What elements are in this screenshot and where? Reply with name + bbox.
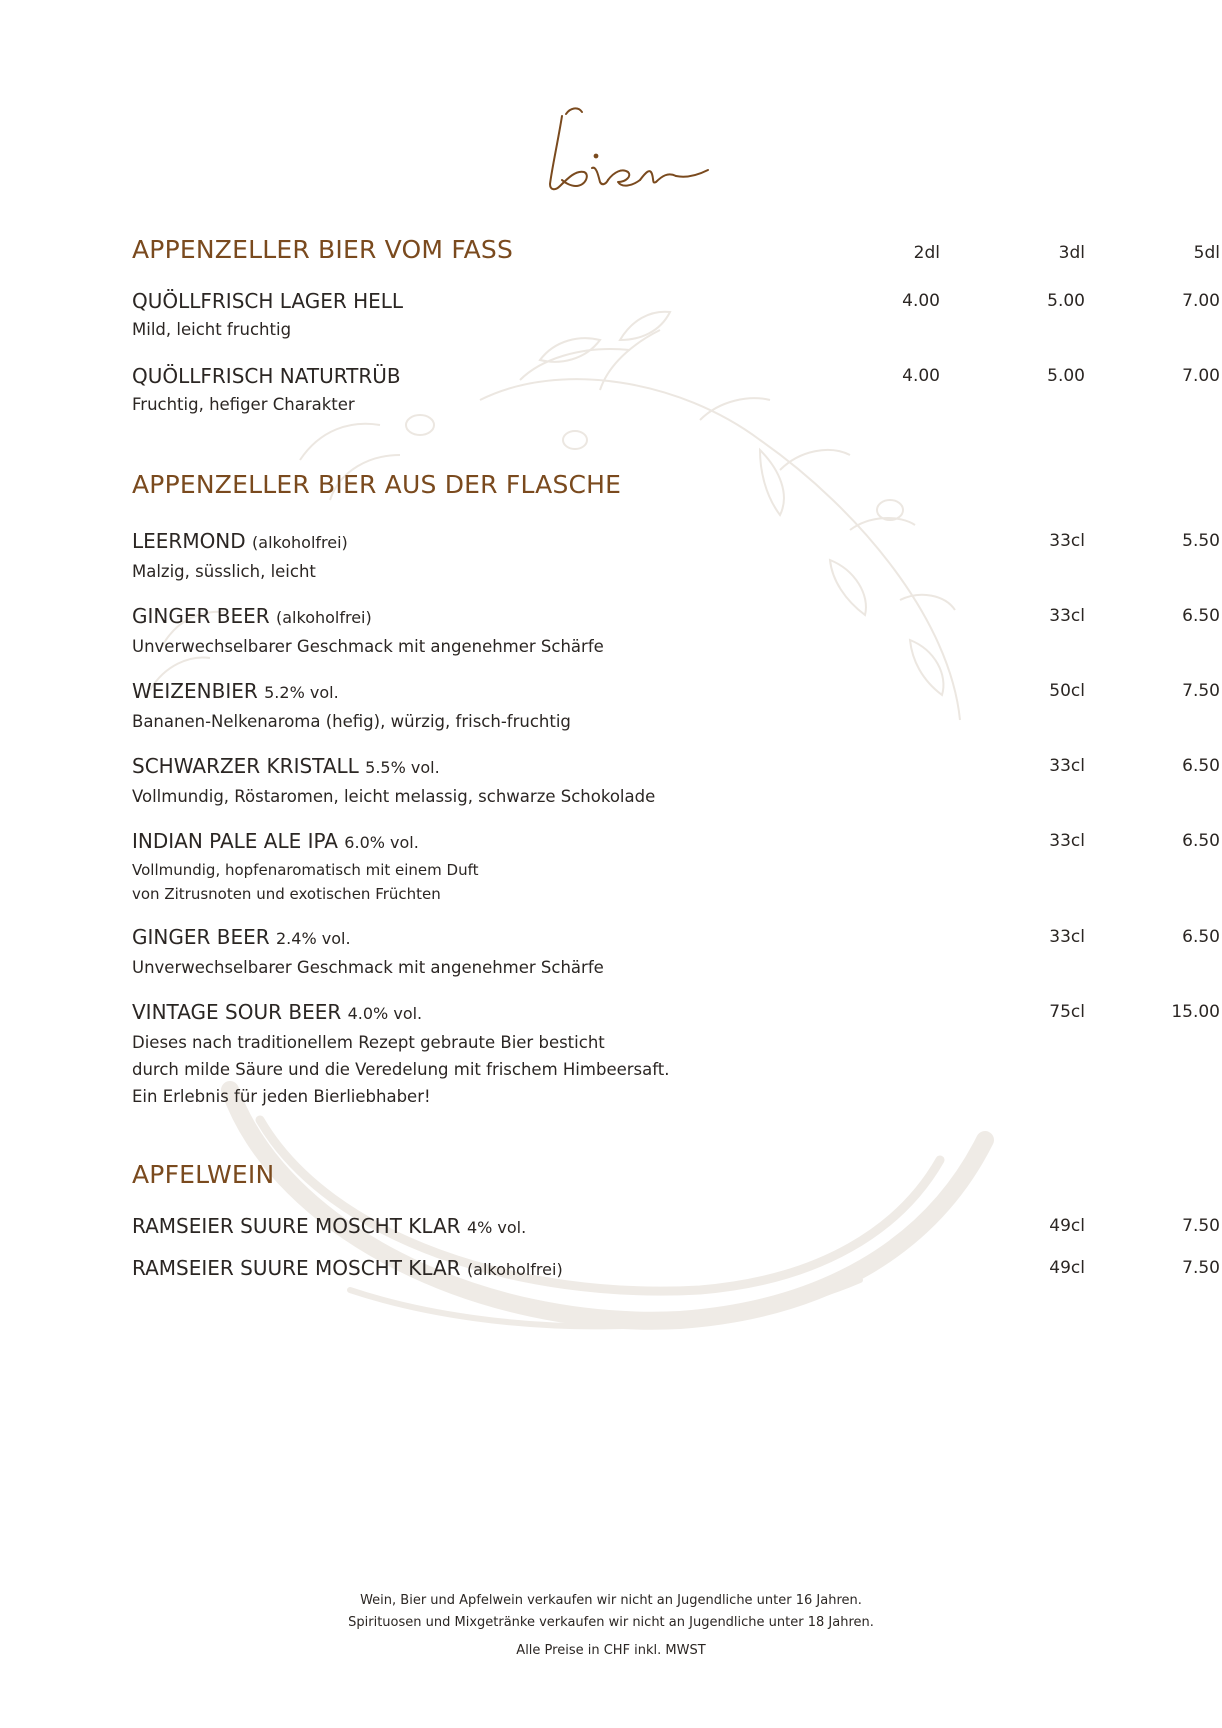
item-note: 5.2% vol. (264, 683, 339, 702)
item-note: 5.5% vol. (365, 758, 440, 777)
item-name: RAMSEIER SUURE MOSCHT KLAR (132, 1214, 461, 1238)
price-3dl: 5.00 (1047, 291, 1085, 311)
item-price: 7.50 (1182, 681, 1220, 701)
menu-item (132, 364, 1220, 418)
item-note: (alkoholfrei) (466, 1260, 563, 1279)
item-name: WEIZENBIER (132, 679, 258, 703)
item-size: 49cl (1049, 1258, 1085, 1278)
item-name: SCHWARZER KRISTALL (132, 754, 359, 778)
item-price: 5.50 (1182, 531, 1220, 551)
item-name: QUÖLLFRISCH LAGER HELL (132, 289, 404, 313)
section-title: APFELWEIN (132, 1160, 275, 1189)
section-title: APPENZELLER BIER VOM FASS (132, 235, 514, 264)
item-price: 6.50 (1182, 606, 1220, 626)
section-apfelwein (132, 1160, 1220, 1280)
price-2dl: 4.00 (902, 291, 940, 311)
item-description: Vollmundig, Röstaromen, leicht melassig, schwarze Schokolade (132, 787, 656, 806)
item-name: INDIAN PALE ALE IPA (132, 829, 338, 853)
menu-item (132, 925, 1220, 981)
menu-item (132, 1256, 1220, 1282)
item-size: 33cl (1049, 831, 1085, 851)
item-note: 4.0% vol. (347, 1004, 423, 1023)
item-price: 6.50 (1182, 756, 1220, 776)
page-title-script (500, 96, 740, 206)
footer-notice (0, 1590, 1222, 1662)
item-price: 15.00 (1171, 1002, 1220, 1022)
footer-line-age-18: Spirituosen und Mixgetränke verkaufen wir nicht an Jugendliche unter 18 Jahren. (348, 1615, 874, 1630)
item-note: 2.4% vol. (276, 929, 351, 948)
item-description: Malzig, süsslich, leicht (132, 562, 316, 581)
footer-line-age-16: Wein, Bier und Apfelwein verkaufen wir nicht an Jugendliche unter 16 Jahren. (360, 1593, 862, 1608)
item-description: Vollmundig, hopfenaromatisch mit einem Duft (132, 861, 479, 879)
price-5dl: 7.00 (1182, 366, 1220, 386)
menu-item (132, 754, 1220, 810)
menu-item (132, 604, 1220, 660)
item-size: 33cl (1049, 927, 1085, 947)
price-3dl: 5.00 (1047, 366, 1085, 386)
item-size: 33cl (1049, 531, 1085, 551)
menu-item (132, 829, 1220, 906)
item-description: Unverwechselbarer Geschmack mit angenehmer Schärfe (132, 958, 604, 977)
item-note: (alkoholfrei) (276, 608, 372, 627)
menu-item (132, 529, 1220, 585)
item-size: 50cl (1049, 681, 1085, 701)
item-description: Unverwechselbarer Geschmack mit angenehmer Schärfe (132, 637, 604, 656)
price-2dl: 4.00 (902, 366, 940, 386)
section-title: APPENZELLER BIER AUS DER FLASCHE (132, 470, 622, 499)
section-flasche (132, 470, 1220, 1130)
item-price: 7.50 (1182, 1258, 1220, 1278)
item-name: LEERMOND (132, 529, 246, 553)
item-note: 6.0% vol. (344, 833, 419, 852)
item-description: von Zitrusnoten und exotischen Früchten (132, 885, 441, 903)
item-name: RAMSEIER SUURE MOSCHT KLAR (132, 1256, 461, 1280)
footer-line-prices: Alle Preise in CHF inkl. MWST (516, 1643, 706, 1658)
item-name: GINGER BEER (132, 604, 270, 628)
menu-item (132, 1000, 1220, 1110)
menu-item (132, 1214, 1220, 1240)
item-description: durch milde Säure und die Veredelung mit frischem Himbeersaft. (132, 1060, 670, 1079)
menu-item (132, 289, 1220, 343)
page-title-text: bier (500, 201, 502, 202)
column-header-5dl: 5dl (1193, 243, 1220, 263)
item-name: QUÖLLFRISCH NATURTRÜB (132, 364, 401, 388)
item-size: 75cl (1049, 1002, 1085, 1022)
item-note: (alkoholfrei) (252, 533, 348, 552)
item-price: 6.50 (1182, 831, 1220, 851)
item-description: Ein Erlebnis für jeden Bierliebhaber! (132, 1087, 431, 1106)
item-price: 7.50 (1182, 1216, 1220, 1236)
item-size: 33cl (1049, 756, 1085, 776)
column-header-2dl: 2dl (913, 243, 940, 263)
item-description: Bananen-Nelkenaroma (hefig), würzig, frisch-fruchtig (132, 712, 571, 731)
item-description: Fruchtig, hefiger Charakter (132, 395, 355, 414)
item-name: GINGER BEER (132, 925, 270, 949)
column-header-3dl: 3dl (1058, 243, 1085, 263)
item-description: Dieses nach traditionellem Rezept gebraute Bier besticht (132, 1033, 605, 1052)
item-price: 6.50 (1182, 927, 1220, 947)
price-5dl: 7.00 (1182, 291, 1220, 311)
item-size: 49cl (1049, 1216, 1085, 1236)
item-description: Mild, leicht fruchtig (132, 320, 292, 339)
menu-item (132, 679, 1220, 735)
item-note: 4% vol. (466, 1218, 527, 1237)
item-size: 33cl (1049, 606, 1085, 626)
item-name: VINTAGE SOUR BEER (132, 1000, 342, 1024)
section-fass (132, 235, 1220, 435)
